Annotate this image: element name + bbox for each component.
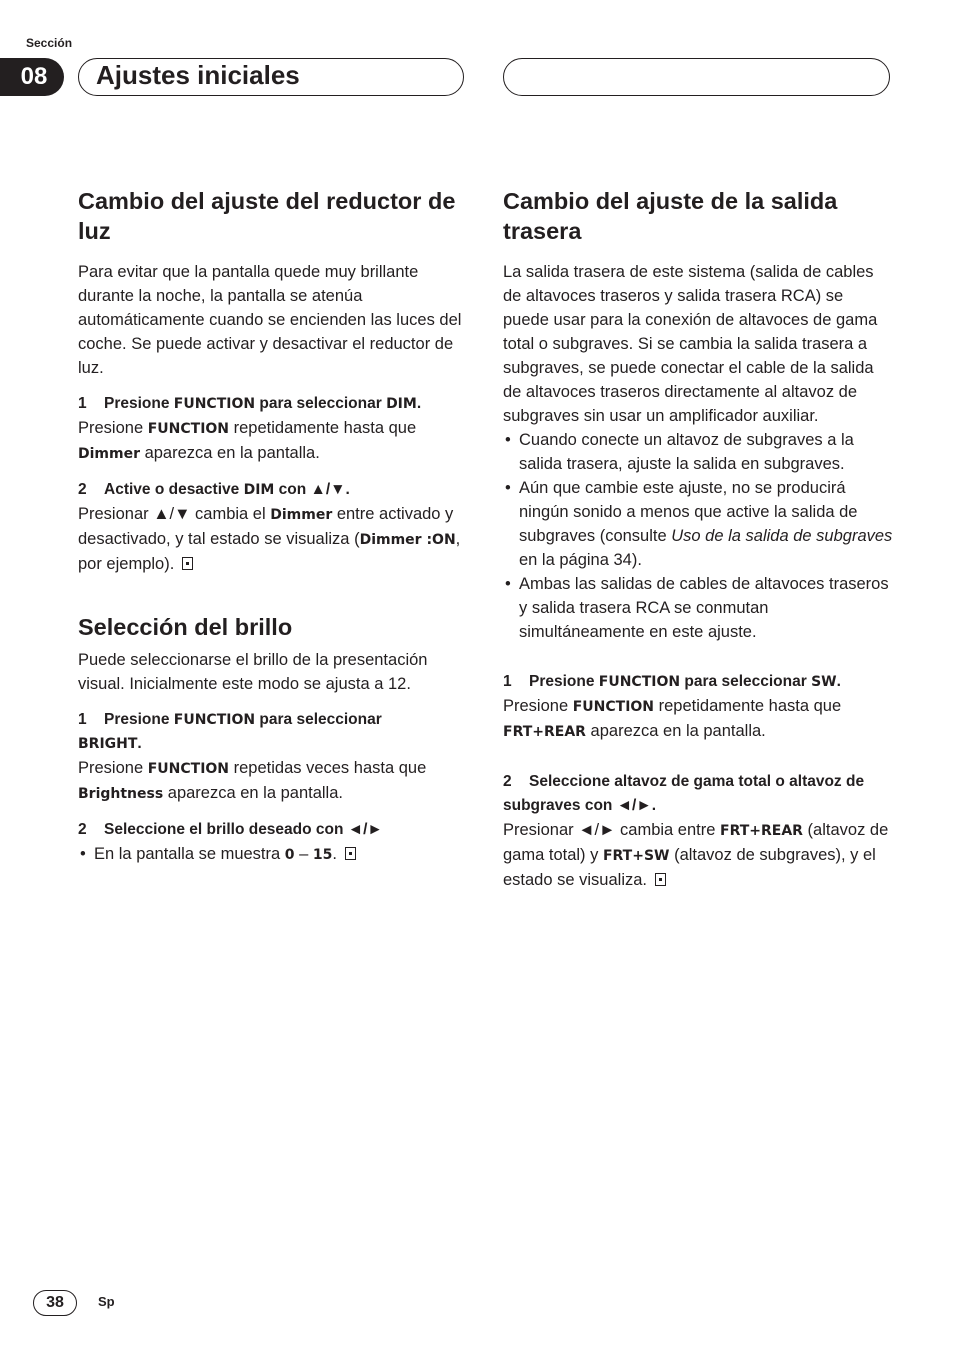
language-code: Sp [98,1294,115,1309]
rear-output-bullet-2: • Aún que cambie este ajuste, no se producirá ningún sonido a menos que active la salida de subgraves (consulte Uso de la salida de subgraves en la página 34). [503,476,893,572]
brightness-bullet: • En la pantalla se muestra 0 – 15. [78,842,468,867]
rear-output-step-1-body: Presione FUNCTION repetidamente hasta que FRT+REAR aparezca en la pantalla. [503,697,842,740]
rear-output-step-2: 2 Seleccione altavoz de gama total o altavoz de subgraves con ◄/►. [503,773,865,814]
page-title: Ajustes iniciales [96,60,300,90]
end-mark-icon [655,873,666,886]
brightness-intro: Puede seleccionarse el brillo de la presentación visual. Inicialmente este modo se ajusta a 12. [78,651,428,693]
rear-output-heading: Cambio del ajuste de la salida trasera [503,188,838,244]
brightness-step-2: 2 Seleccione el brillo deseado con ◄/► [78,821,383,838]
left-column [78,186,468,867]
dimmer-step-1-body: Presione FUNCTION repetidamente hasta que Dimmer aparezca en la pantalla. [78,419,417,462]
dimmer-intro: Para evitar que la pantalla quede muy brillante durante la noche, la pantalla se atenúa automáticamente cuando se encienden las luces del coche. Se puede activar y desactivar el reductor de luz. [78,263,462,377]
rear-output-step-1: 1 Presione FUNCTION para seleccionar SW. [503,673,841,690]
rear-output-step-2-body: Presionar ◄/► cambia entre FRT+REAR (altavoz de gama total) y FRT+SW (altavoz de subgraves), y el estado se visualiza. [503,821,889,889]
dimmer-step-1: 1 Presione FUNCTION para seleccionar DIM. [78,395,422,412]
dimmer-step-2: 2 Active o desactive DIM con ▲/▼. [78,481,350,498]
brightness-step-1-body: Presione FUNCTION repetidas veces hasta que Brightness aparezca en la pantalla. [78,759,427,802]
end-mark-icon [345,847,356,860]
dimmer-heading: Cambio del ajuste del reductor de luz [78,188,456,244]
empty-title-frame [503,58,890,96]
section-number: 08 [0,58,64,96]
section-label: Sección [26,36,73,50]
rear-output-bullet-1: • Cuando conecte un altavoz de subgraves a la salida trasera, ajuste la salida en subgraves. [503,428,893,476]
page-number: 38 [33,1290,77,1316]
brightness-step-1: 1 Presione FUNCTION para seleccionar BRIGHT. [78,711,382,752]
rear-output-intro: La salida trasera de este sistema (salida de cables de altavoces traseros y salida trasera RCA) se puede usar para la conexión de altavoces de gama total o subgraves. Si se cambia la salida trasera a subgraves, se puede conectar el cable de la salida de altavoces traseros directamente al altavoz de subgraves sin usar un amplificador auxiliar. [503,263,878,425]
rear-output-bullet-3: • Ambas las salidas de cables de altavoces traseros y salida trasera RCA se conmutan simultáneamente en este ajuste. [503,572,893,644]
end-mark-icon [182,557,193,570]
right-column [503,186,893,892]
brightness-heading: Selección del brillo [78,614,293,640]
dimmer-step-2-body: Presionar ▲/▼ cambia el Dimmer entre activado y desactivado, y tal estado se visualiza (Dimmer :ON, por ejemplo). [78,505,461,573]
